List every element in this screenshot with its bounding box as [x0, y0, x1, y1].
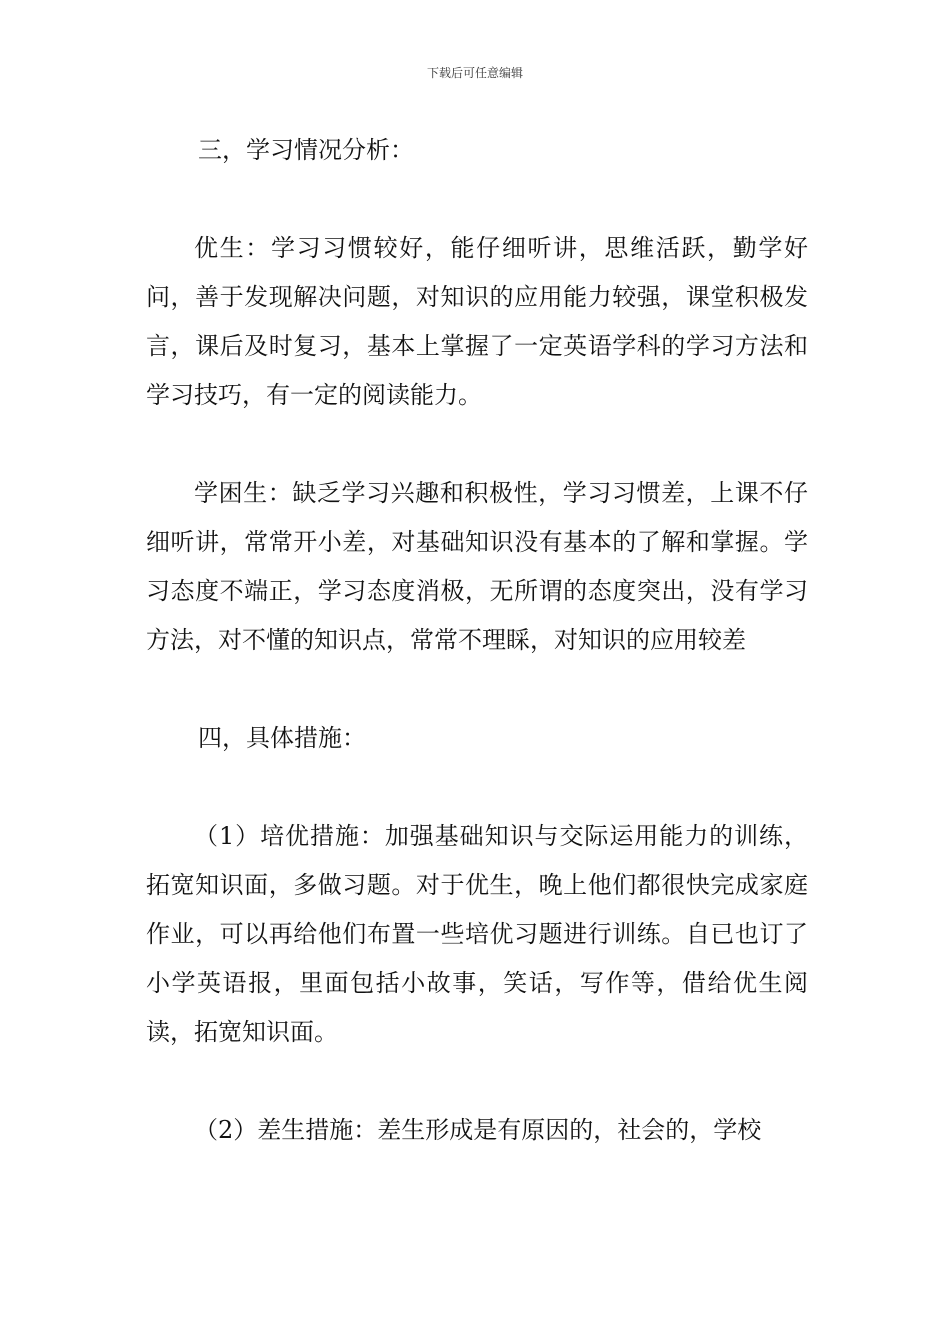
- spacer: [146, 175, 808, 224]
- spacer: [146, 665, 808, 714]
- spacer: [146, 1057, 808, 1106]
- measure-1-paragraph: （1）培优措施：加强基础知识与交际运用能力的训练，拓宽知识面，多做习题。对于优生，晚上他们都很快完成家庭作业，可以再给他们布置一些培优习题进行训练。自已也订了小学英语报，里面包括小故事，笑话，写作等，借给优生阅读，拓宽知识面。: [146, 822, 808, 1046]
- page-header-note: 下载后可任意编辑: [426, 66, 523, 80]
- section-4-heading: 四，具体措施：: [198, 724, 366, 752]
- spacer: [146, 763, 808, 812]
- good-students-paragraph: 优生：学习习惯较好，能仔细听讲，思维活跃，勤学好问，善于发现解决问题，对知识的应用能力较强，课堂积极发言，课后及时复习，基本上掌握了一定英语学科的学习方法和学习技巧，有一定的阅读能力。: [146, 234, 808, 409]
- spacer: [146, 420, 808, 469]
- struggling-students-paragraph: 学困生：缺乏学习兴趣和积极性，学习习惯差，上课不仔细听讲，常常开小差，对基础知识没有基本的了解和掌握。学习态度不端正，学习态度消极，无所谓的态度突出，没有学习方法，对不懂的知识点，常常不理睬，对知识的应用较差: [146, 479, 808, 654]
- section-3-heading: 三，学习情况分析：: [198, 136, 414, 164]
- measure-2-paragraph: （2）差生措施：差生形成是有原因的，社会的，学校: [194, 1116, 762, 1144]
- document-body: [146, 126, 808, 1155]
